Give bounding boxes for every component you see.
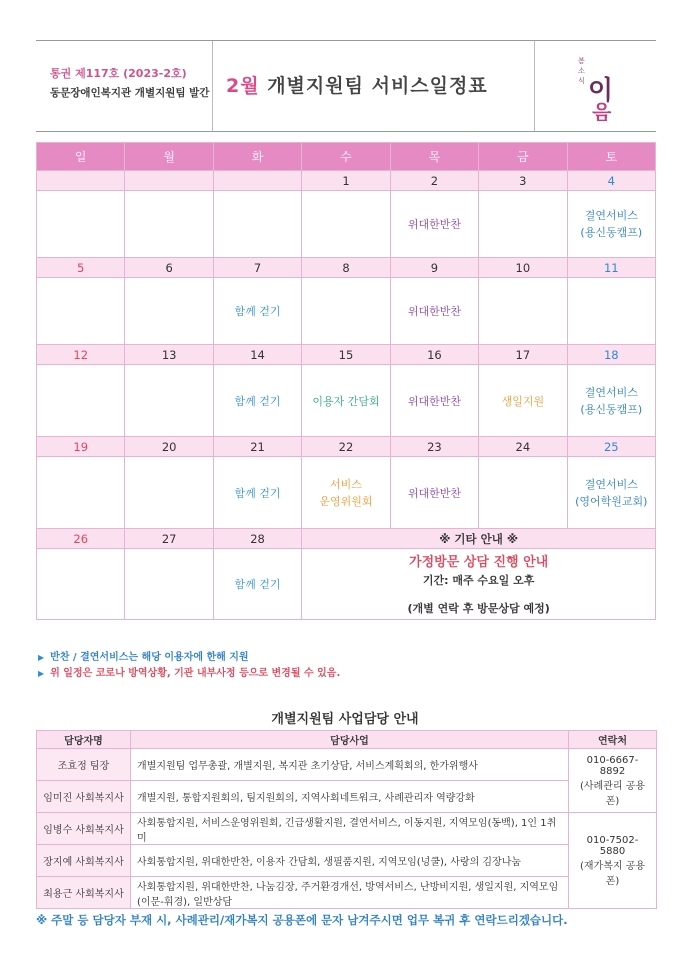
event-side-dish: 위대한반찬 [390, 278, 478, 345]
staff-row [37, 813, 657, 845]
svg-text:소: 소 [578, 67, 585, 75]
event-row [37, 457, 656, 529]
staff-duty: 개별지원팀 업무총괄, 개별지원, 복지관 초기상담, 서비스계획회의, 한가위행사 [131, 749, 569, 781]
staff-name: 최용근 사회복지사 [37, 877, 131, 909]
event-side-dish: 위대한반찬 [390, 191, 478, 258]
date-cell [37, 171, 125, 191]
weekday-sat: 토 [567, 143, 655, 171]
date-row [37, 258, 656, 278]
date-cell: 1 [302, 171, 390, 191]
staff-duty: 사회통합지원, 서비스운영위원회, 긴급생활지원, 결연서비스, 이동지원, 지역모임(동백), 1인 1취미 [131, 813, 569, 845]
event-sponsorship: 결연서비스 (영어학원교회) [567, 457, 655, 529]
svg-text:이: 이 [588, 76, 614, 106]
weekday-tue: 화 [213, 143, 301, 171]
staff-name: 조효정 팀장 [37, 749, 131, 781]
date-cell: 28 [213, 529, 301, 549]
weekday-thu: 목 [390, 143, 478, 171]
event-cell [37, 365, 125, 437]
home-visit-period: 기간: 매주 수요일 오후 [422, 574, 535, 587]
date-cell [213, 171, 301, 191]
date-cell: 3 [479, 171, 567, 191]
weekday-wed: 수 [302, 143, 390, 171]
date-row [37, 529, 656, 549]
event-row [37, 191, 656, 258]
event-cell [479, 457, 567, 529]
staff-row [37, 877, 657, 909]
event-sponsorship: 결연서비스 (용신동캠프) [567, 365, 655, 437]
header-divider [534, 41, 535, 131]
contact-home-welfare [569, 813, 657, 909]
date-cell: 16 [390, 345, 478, 365]
event-cell [479, 278, 567, 345]
weekday-mon: 월 [125, 143, 213, 171]
date-cell: 26 [37, 529, 125, 549]
svg-text:식: 식 [578, 77, 585, 85]
staff-section-title: 개별지원팀 사업담당 안내 [271, 712, 419, 727]
date-cell: 18 [567, 345, 655, 365]
event-cell [125, 191, 213, 258]
svg-text:봄: 봄 [578, 57, 585, 65]
event-walk: 함께 걷기 [213, 549, 301, 620]
triangle-bullet-icon: ▶ [38, 653, 45, 662]
date-cell: 11 [567, 258, 655, 278]
page-title [226, 71, 488, 98]
date-cell: 9 [390, 258, 478, 278]
other-notice [302, 549, 656, 620]
schedule-calendar [36, 142, 656, 620]
phone-label: (사례관리 공용폰) [579, 780, 646, 807]
staff-table [36, 730, 657, 909]
staff-name: 임미진 사회복지사 [37, 781, 131, 813]
date-cell: 14 [213, 345, 301, 365]
ieum-logo [566, 51, 626, 121]
staff-duty: 사회통합지원, 위대한반찬, 이용자 간담회, 생필품지원, 지역모임(넝쿨), 사랑의 김장나눔 [131, 845, 569, 877]
date-cell: 6 [125, 258, 213, 278]
date-cell: 12 [37, 345, 125, 365]
date-cell: 15 [302, 345, 390, 365]
phone-number: 010-7502-5880 [586, 834, 639, 857]
event-cell [302, 278, 390, 345]
date-cell: 23 [390, 437, 478, 457]
event-cell [37, 549, 125, 620]
event-side-dish: 위대한반찬 [390, 457, 478, 529]
publisher: 동문장애인복지관 개별지원팀 발간 [50, 87, 210, 99]
event-cell [125, 365, 213, 437]
col-header-duty: 담당사업 [131, 731, 569, 749]
svg-text:음: 음 [592, 100, 612, 121]
event-birthday: 생일지원 [479, 365, 567, 437]
other-notice-heading: ※ 기타 안내 ※ [302, 529, 656, 549]
staff-row [37, 749, 657, 781]
date-cell: 21 [213, 437, 301, 457]
event-cell [567, 278, 655, 345]
issue-number: 통권 제117호 (2023-2호) [50, 67, 187, 80]
note-item: ▶ 반찬 / 결연서비스는 해당 이용자에 한해 지원 [38, 652, 249, 663]
staff-name: 장지예 사회복지사 [37, 845, 131, 877]
staff-row [37, 781, 657, 813]
event-sponsorship: 결연서비스 (용신동캠프) [567, 191, 655, 258]
event-side-dish: 위대한반찬 [390, 365, 478, 437]
date-cell: 19 [37, 437, 125, 457]
event-cell [479, 191, 567, 258]
home-visit-note: (개별 연락 후 방문상담 예정) [407, 602, 550, 615]
date-cell: 22 [302, 437, 390, 457]
contact-case-management [569, 749, 657, 813]
date-cell: 20 [125, 437, 213, 457]
date-cell: 8 [302, 258, 390, 278]
note-item: ▶ 위 일정은 코로나 방역상황, 기관 내부사정 등으로 변경될 수 있음. [38, 668, 341, 679]
event-user-meeting: 이용자 간담회 [302, 365, 390, 437]
phone-label: (재가복지 공용폰) [579, 860, 646, 887]
event-cell [125, 549, 213, 620]
event-cell [37, 457, 125, 529]
date-cell [125, 171, 213, 191]
date-row [37, 345, 656, 365]
date-row [37, 171, 656, 191]
footer-notice: ※ 주말 등 담당자 부재 시, 사례관리/재가복지 공용폰에 문자 남겨주시면 업무 복귀 후 연락드리겠습니다. [36, 913, 568, 927]
date-cell: 10 [479, 258, 567, 278]
event-cell [37, 278, 125, 345]
title-text: 개별지원팀 서비스일정표 [267, 75, 488, 97]
staff-row [37, 845, 657, 877]
event-steering-committee: 서비스 운영위원회 [302, 457, 390, 529]
date-cell: 25 [567, 437, 655, 457]
date-cell: 17 [479, 345, 567, 365]
event-cell [213, 191, 301, 258]
event-walk: 함께 걷기 [213, 457, 301, 529]
event-walk: 함께 걷기 [213, 365, 301, 437]
date-cell: 7 [213, 258, 301, 278]
event-cell [125, 457, 213, 529]
home-visit-title: 가정방문 상담 진행 안내 [409, 555, 549, 570]
col-header-contact: 연락처 [569, 731, 657, 749]
event-row [37, 365, 656, 437]
date-cell: 2 [390, 171, 478, 191]
event-walk: 함께 걷기 [213, 278, 301, 345]
newsletter-header [36, 40, 656, 132]
weekday-sun: 일 [37, 143, 125, 171]
event-cell [37, 191, 125, 258]
date-row [37, 437, 656, 457]
date-cell: 27 [125, 529, 213, 549]
date-cell: 24 [479, 437, 567, 457]
staff-duty: 사회통합지원, 위대한반찬, 나눔김장, 주거환경개선, 방역서비스, 난방비지원, 생일지원, 지역모임(이문-휘경), 일반상담 [131, 877, 569, 909]
weekday-fri: 금 [479, 143, 567, 171]
event-cell [125, 278, 213, 345]
date-cell: 5 [37, 258, 125, 278]
weekday-header-row [37, 143, 656, 171]
col-header-name: 담당자명 [37, 731, 131, 749]
header-divider [212, 41, 213, 131]
event-row [37, 278, 656, 345]
phone-number: 010-6667-8892 [586, 754, 639, 777]
staff-duty: 개별지원, 통합지원회의, 팀지원회의, 지역사회네트워크, 사례관리자 역량강화 [131, 781, 569, 813]
staff-header-row [37, 731, 657, 749]
event-row [37, 549, 656, 620]
date-cell: 13 [125, 345, 213, 365]
title-month: 2월 [226, 75, 260, 97]
staff-name: 임병수 사회복지사 [37, 813, 131, 845]
triangle-bullet-icon: ▶ [38, 669, 45, 678]
date-cell: 4 [567, 171, 655, 191]
event-cell [302, 191, 390, 258]
